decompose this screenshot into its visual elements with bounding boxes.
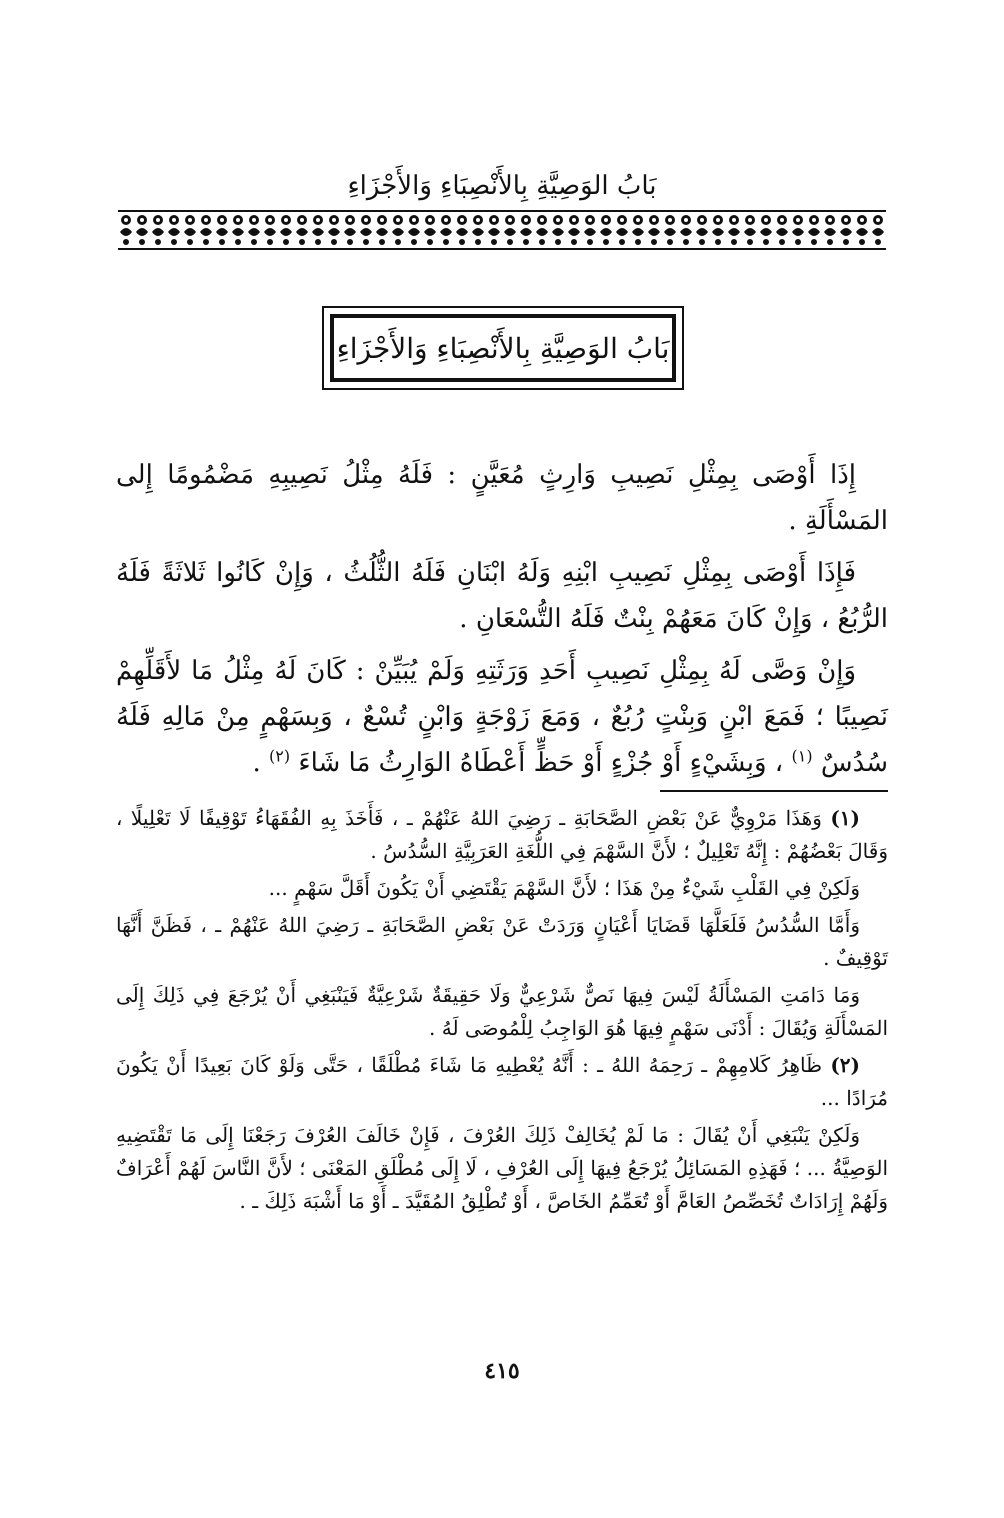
ornament-border — [118, 210, 886, 250]
footnote-2 — [116, 1049, 888, 1115]
paragraph-2: فَإِذَا أَوْصَى بِمِثْلِ نَصِيبِ ابْنِهِ وَلَهُ ابْنَانِ فَلَهُ الثُّلُثُ ، وَإِنْ كَانُوا ثَلاثَةً فَلَهُ الرُّبُعُ ، وَإِنْ كَانَ مَعَهُمْ بِنْتٌ فَلَهُ التُّسْعَانِ . — [116, 558, 888, 634]
paragraph-1: إِذَا أَوْصَى بِمِثْلِ نَصِيبِ وَارِثٍ مُعَيَّنٍ : فَلَهُ مِثْلُ نَصِيبِهِ مَضْمُومًا إِلى المَسْأَلَةِ . — [116, 460, 888, 536]
paragraph-3-part-b: ، وَبِشَيْءٍ أَوْ جُزْءٍ أَوْ حَظٍّ أَعْطَاهُ الوَارِثُ مَا شَاءَ — [298, 748, 784, 778]
footnote-ref-2[interactable]: (٢) — [269, 746, 291, 766]
footnote-ref-1[interactable]: (١) — [791, 746, 813, 766]
footnote-1 — [116, 802, 888, 868]
footnote-1-para-2: وَلَكِنْ فِي القَلْبِ شَيْءٌ مِنْ هَذَا ؛ لأَنَّ السَّهْمَ يَقْتَضِي أَنْ يَكُونَ أَقَلَّ سَهْمٍ ... — [268, 876, 860, 900]
footnote-2-para-2: وَلَكِنْ يَنْبَغِي أَنْ يُقَالَ : مَا لَمْ يُخَالِفْ ذَلِكَ العُرْفَ ، فَإِنْ خَالَفَ العُرْفَ رَجَعْنَا إِلَى مَا تَقْتَضِيهِ الوَصِيَّةُ ... ؛ فَهَذِهِ المَسَائِلُ يُرْجَعُ فِيهَا إِلَى العُرْفِ ، لَا إِلَى مُطْلَقِ المَعْنَى ؛ لأَنَّ النَّاسَ لَهُمْ أَعْرَافٌ وَلَهُمْ إِرَادَاتٌ تُخَصِّصُ العَامَّ أَوْ تُعَمِّمُ الخَاصَّ ، أَوْ تُطْلِقُ المُقَيَّدَ ـ أَوْ مَا أَشْبَهَ ذَلِكَ ـ . — [116, 1123, 888, 1213]
paragraph-3 — [116, 648, 888, 786]
running-head: بَابُ الوَصِيَّةِ بِالأَنْصِبَاءِ وَالأَجْزَاءِ — [347, 171, 657, 201]
footnote-1-para-3: وَأَمَّا السُّدُسُ فَلَعَلَّهَا قَضَايَا أَعْيَانٍ وَرَدَتْ عَنْ بَعْضِ الصَّحَابَةِ ـ رَضِيَ اللهُ عَنْهُمْ ـ ، فَظَنَّ أَنَّهَا تَوْقِيفٌ . — [116, 913, 888, 970]
footnote-1-para-4: وَمَا دَامَتِ المَسْأَلَةُ لَيْسَ فِيهَا نَصٌّ شَرْعِيٌّ وَلَا حَقِيقَةٌ شَرْعِيَّةٌ فَيَنْبَغِي أَنْ يُرْجَعَ فِي ذَلِكَ إِلَى المَسْأَلَةِ وَيُقَالَ : أَدْنَى سَهْمٍ فِيهَا هُوَ الوَاجِبُ لِلْمُوصَى لَهُ . — [116, 983, 888, 1040]
footnotes — [116, 802, 888, 1222]
main-text — [116, 452, 888, 792]
footnote-divider — [660, 790, 888, 792]
footnote-1-number: (١) — [830, 806, 861, 830]
page-number: ٤١٥ — [484, 1358, 520, 1384]
paragraph-3-part-a: وَإِنْ وَصَّى لَهُ بِمِثْلِ نَصِيبِ أَحَدِ وَرَثَتِهِ وَلَمْ يُبَيِّنْ : كَانَ لَهُ مِثْلُ مَا لأَقَلِّهِمْ نَصِيبًا ؛ فَمَعَ ابْنٍ وَبِنْتٍ رُبُعٌ ، وَمَعَ زَوْجَةٍ وَابْنٍ تُسْعٌ ، وَبِسَهْمٍ مِنْ مَالِهِ فَلَهُ سُدُسٌ — [116, 656, 888, 778]
chapter-title-frame — [322, 306, 684, 390]
footnote-2-text: ظَاهِرُ كَلامِهِمْ ـ رَحِمَهُ اللهُ ـ : أَنَّهُ يُعْطِيهِ مَا شَاءَ مُطْلَقًا ، حَتَّى وَلَوْ كَانَ بَعِيدًا أَنْ يَكُونَ مُرَادًا ... — [116, 1053, 888, 1110]
footnote-1-text: وَهَذَا مَرْوِيٌّ عَنْ بَعْضِ الصَّحَابَةِ ـ رَضِيَ اللهُ عَنْهُمْ ـ ، فَأَخَذَ بِهِ الفُقَهَاءُ تَوْقِيفًا لَا تَعْلِيلًا ، وَقَالَ بَعْضُهُمْ : إِنَّهُ تَعْلِيلٌ ؛ لأَنَّ السَّهْمَ فِي اللُّغَةِ العَرَبِيَّةِ السُّدُسُ . — [116, 806, 888, 863]
footnote-2-number: (٢) — [830, 1053, 860, 1077]
paragraph-3-part-c: . — [252, 748, 261, 778]
chapter-title: بَابُ الوَصِيَّةِ بِالأَنْصِبَاءِ وَالأَجْزَاءِ — [330, 314, 676, 382]
